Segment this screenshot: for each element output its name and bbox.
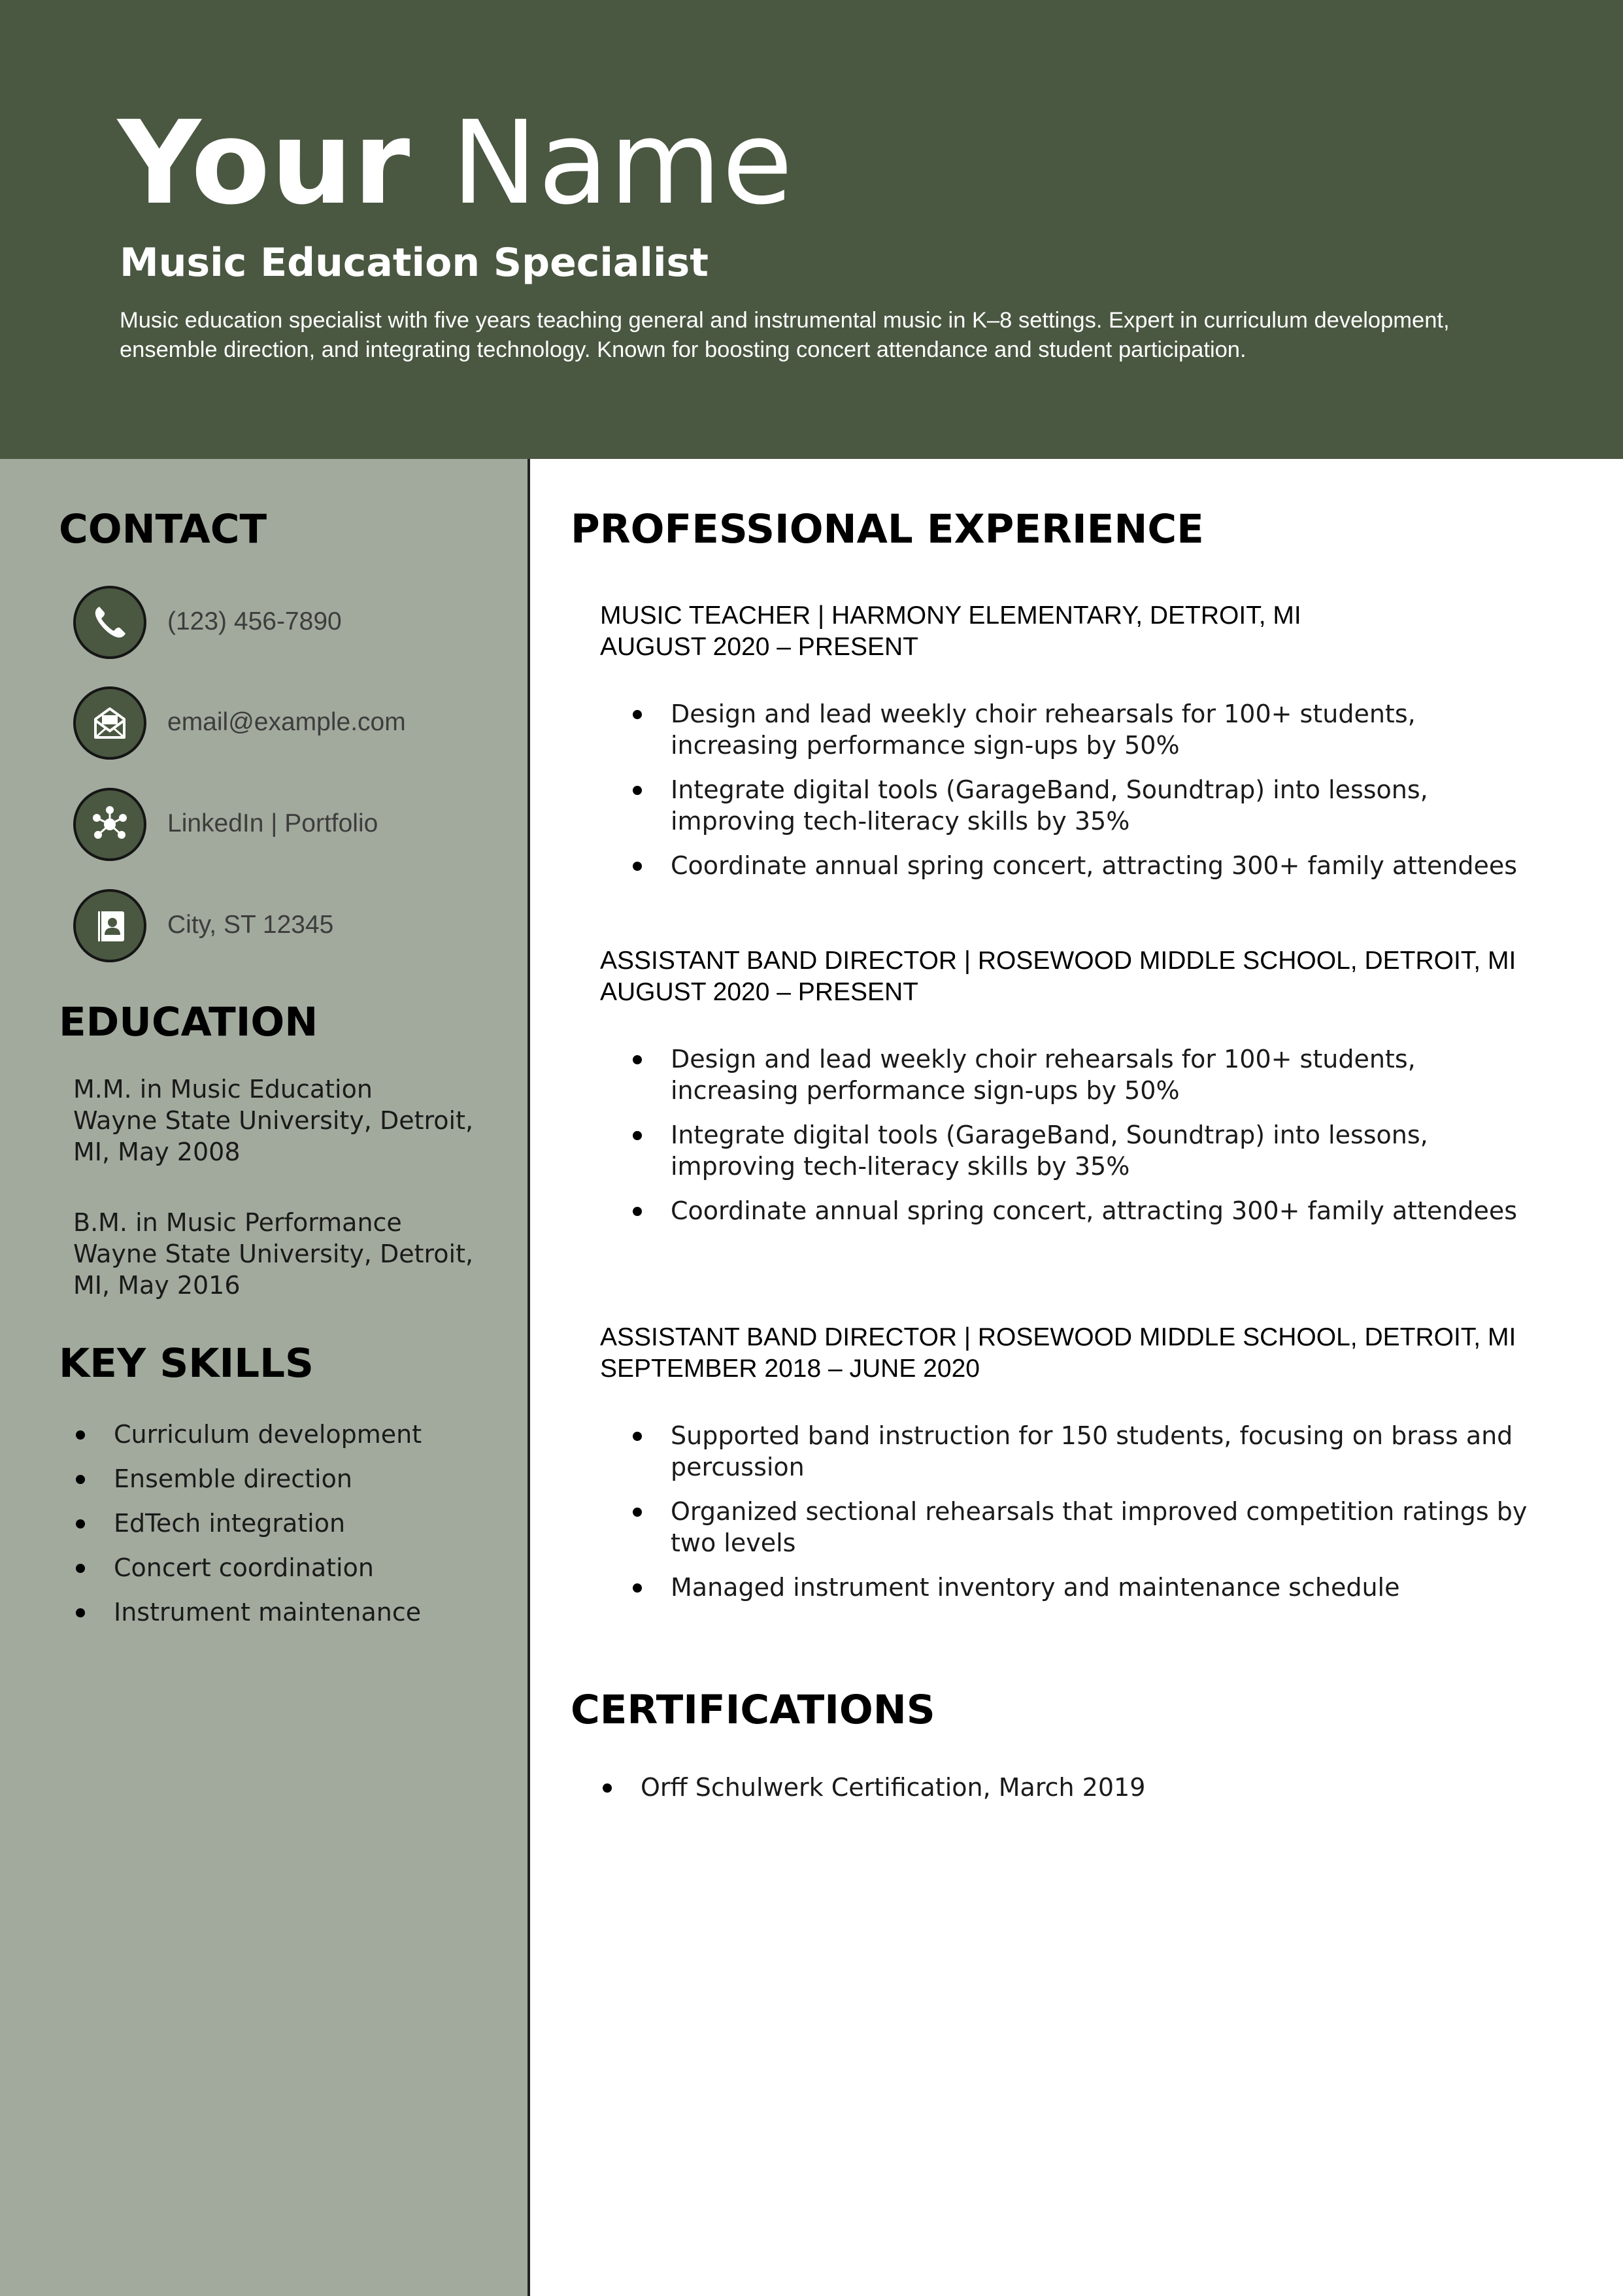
job-dates: SEPTEMBER 2018 – JUNE 2020 [600,1355,980,1383]
job-title: MUSIC TEACHER | HARMONY ELEMENTARY, DETROIT, MI [600,601,1301,630]
job-entry [600,600,1528,894]
links-text: LinkedIn | Portfolio [167,809,378,837]
certification-item: Orff Schulwerk Certification, March 2019 [600,1772,1145,1803]
school: Wayne State University, Detroit, [73,1106,474,1135]
education-detail: MI, May 2008 [73,1138,241,1166]
job-bullet: Managed instrument inventory and maintenance schedule [600,1572,1528,1603]
address-book-icon [73,889,146,962]
email-icon [73,686,146,760]
job-bullet: Coordinate annual spring concert, attracting 300+ family attendees [600,850,1528,881]
skill-item: Ensemble direction [73,1457,422,1501]
job-entry [600,1322,1528,1616]
skills-heading: KEY SKILLS [59,1340,314,1387]
education-entry [73,1073,478,1168]
location-text: City, ST 12345 [167,911,334,939]
phone-number: (123) 456-7890 [167,607,342,635]
skill-item: Concert coordination [73,1545,422,1590]
experience-heading: PROFESSIONAL EXPERIENCE [571,506,1204,552]
phone-icon [73,586,146,659]
skill-item: Curriculum development [73,1412,422,1457]
contact-heading: CONTACT [59,506,267,552]
job-bullet: Integrate digital tools (GarageBand, Soundtrap) into lessons, improving tech-literacy skills by 35% [600,774,1528,837]
job-bullet: Design and lead weekly choir rehearsals for 100+ students, increasing performance sign-ups by 50% [600,1043,1528,1106]
contact-email [73,686,505,760]
contact-location [73,889,505,962]
education-heading: EDUCATION [59,999,318,1045]
resume-header [0,0,1623,459]
job-dates: AUGUST 2020 – PRESENT [600,633,918,661]
school: Wayne State University, Detroit, [73,1240,474,1268]
job-bullets [600,1420,1528,1603]
education-detail: MI, May 2016 [73,1271,241,1300]
email-address: email@example.com [167,708,406,736]
job-bullets [600,1043,1528,1226]
education-entry [73,1207,478,1301]
skills-list [73,1412,422,1634]
job-entry [600,945,1528,1240]
job-dates: AUGUST 2020 – PRESENT [600,978,918,1006]
degree: B.M. in Music Performance [73,1208,402,1237]
job-title: ASSISTANT BAND DIRECTOR | ROSEWOOD MIDDLE SCHOOL, DETROIT, MI [600,1323,1516,1351]
certifications-heading: CERTIFICATIONS [571,1687,935,1733]
summary: Music education specialist with five years teaching general and instrumental music in K–8 settings. Expert in curriculum development, ensemble direction, and integrating technology. Known for boosting concert attendance and student participation. [120,308,1450,362]
column-divider [527,459,530,2296]
last-name: Name [451,96,794,230]
job-bullet: Organized sectional rehearsals that improved competition ratings by two levels [600,1496,1528,1559]
job-title: ASSISTANT BAND DIRECTOR | ROSEWOOD MIDDLE SCHOOL, DETROIT, MI [600,947,1516,975]
job-bullets [600,698,1528,881]
contact-links [73,788,505,861]
headline: Music Education Specialist [120,240,709,286]
skill-item: Instrument maintenance [73,1590,422,1634]
certifications-list [600,1772,1145,1803]
network-icon [73,788,146,861]
candidate-name [118,98,794,229]
contact-phone [73,586,505,659]
degree: M.M. in Music Education [73,1075,373,1104]
skill-item: EdTech integration [73,1501,422,1545]
first-name: Your [118,96,411,230]
job-bullet: Integrate digital tools (GarageBand, Soundtrap) into lessons, improving tech-literacy skills by 35% [600,1119,1528,1182]
job-bullet: Coordinate annual spring concert, attracting 300+ family attendees [600,1195,1528,1226]
job-bullet: Supported band instruction for 150 students, focusing on brass and percussion [600,1420,1528,1483]
job-bullet: Design and lead weekly choir rehearsals for 100+ students, increasing performance sign-ups by 50% [600,698,1528,761]
